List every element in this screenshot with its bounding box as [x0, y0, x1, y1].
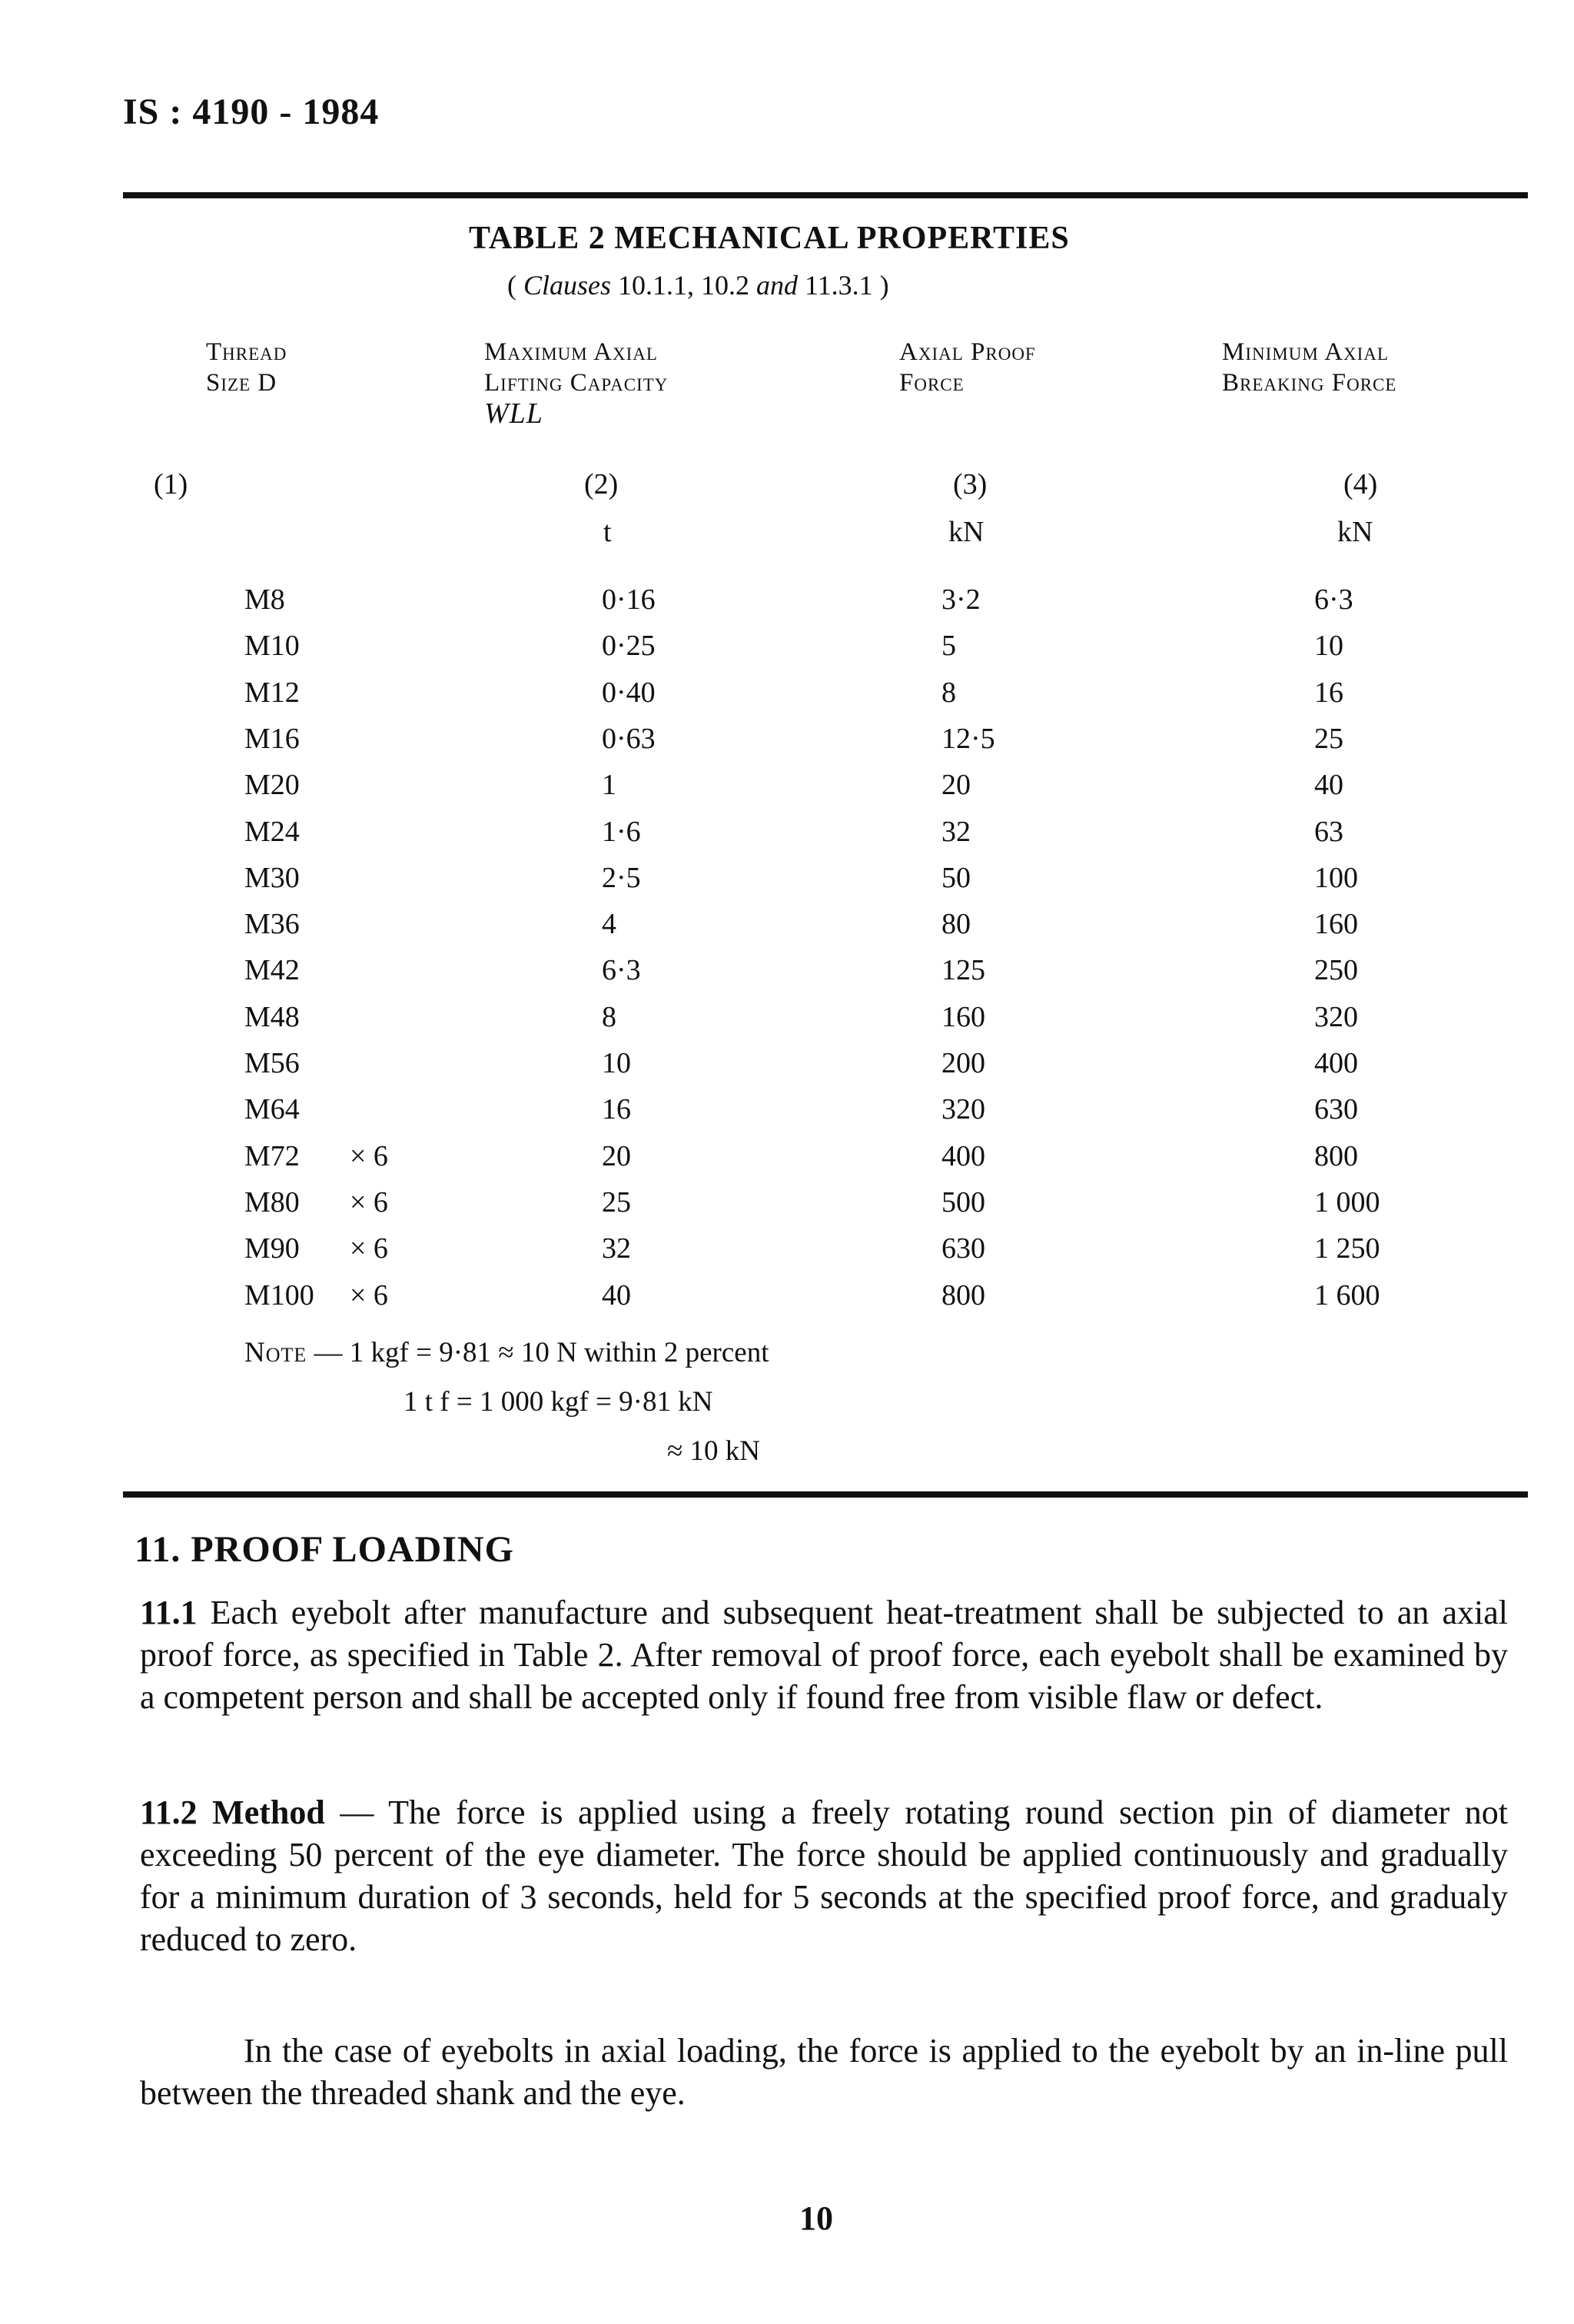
cell-lifting-capacity: 20 — [602, 1140, 631, 1172]
cell-proof-force: 160 — [941, 1001, 985, 1033]
cell-breaking-force: 40 — [1314, 769, 1343, 801]
cell-lifting-capacity: 32 — [602, 1232, 631, 1265]
clauses-word: Clauses — [523, 270, 612, 301]
cell-lifting-capacity: 0·40 — [602, 677, 656, 709]
cell-lifting-capacity: 6·3 — [602, 954, 641, 986]
cell-thread-size: M10 — [244, 630, 300, 662]
paragraph-11-2 — [140, 1791, 1508, 1960]
cell-thread-size: M42 — [244, 954, 300, 986]
cell-breaking-force: 160 — [1314, 908, 1358, 940]
cell-breaking-force: 100 — [1314, 862, 1358, 894]
cell-breaking-force: 250 — [1314, 954, 1358, 986]
cell-thread-size: M36 — [244, 908, 300, 940]
section-title: 11. PROOF LOADING — [134, 1529, 514, 1570]
cell-breaking-force: 800 — [1314, 1140, 1358, 1172]
cell-proof-force: 320 — [941, 1093, 985, 1125]
cell-lifting-capacity: 16 — [602, 1093, 631, 1125]
cell-proof-force: 5 — [941, 630, 956, 662]
cell-thread-size: M12 — [244, 677, 300, 709]
cell-thread-size: M64 — [244, 1093, 300, 1125]
cell-lifting-capacity: 1 — [602, 769, 616, 801]
paragraph-text: — The force is applied using a freely rotating round section pin of diameter not exceeding 50 percent of the eye diameter. The force should be applied continuously and gradually for a minimum duration of 3 seconds, held for 5 seconds at the specified proof force, and gradualy reduced to zero. — [140, 1794, 1508, 1958]
cell-lifting-capacity: 25 — [602, 1186, 631, 1219]
cell-proof-force: 12·5 — [941, 723, 995, 755]
cell-thread-size: M56 — [244, 1047, 300, 1079]
note-text: — 1 kgf = 9·81 ≈ 10 N within 2 percent — [307, 1337, 769, 1368]
paragraph-number: 11.1 — [140, 1594, 198, 1631]
cell-thread-pitch: × 6 — [350, 1232, 388, 1265]
cell-lifting-capacity: 0·16 — [602, 583, 656, 616]
cell-proof-force: 8 — [941, 677, 956, 709]
cell-lifting-capacity: 2·5 — [602, 862, 641, 894]
bottom-rule — [123, 1491, 1528, 1498]
cell-breaking-force: 10 — [1314, 630, 1343, 662]
column-number-4: (4) — [1343, 468, 1378, 500]
cell-thread-size: M8 — [244, 583, 285, 616]
clauses-and: and — [756, 270, 799, 301]
cell-thread-pitch: × 6 — [350, 1279, 388, 1312]
cell-lifting-capacity: 8 — [602, 1001, 616, 1033]
table-note-line-3: ≈ 10 kN — [667, 1435, 761, 1467]
cell-breaking-force: 16 — [1314, 677, 1343, 709]
note-label: Note — [244, 1337, 307, 1368]
column-header-line: Lifting Capacity — [484, 369, 669, 397]
cell-breaking-force: 1 000 — [1314, 1186, 1380, 1219]
column-header-line: Maximum Axial — [484, 338, 658, 366]
cell-thread-size: M48 — [244, 1001, 300, 1033]
column-header-proof-force — [899, 337, 1036, 398]
column-header-line: Minimum Axial — [1222, 338, 1389, 366]
cell-thread-size: M80 — [244, 1186, 300, 1219]
cell-thread-size: M100 — [244, 1279, 314, 1312]
column-header-line: Axial Proof — [899, 338, 1036, 366]
cell-thread-size: M30 — [244, 862, 300, 894]
clauses-refs: 10.1.1, 10.2 — [611, 270, 757, 301]
cell-proof-force: 200 — [941, 1047, 985, 1079]
paragraph-11-1 — [140, 1591, 1508, 1718]
clauses-tail: 11.3.1 ) — [798, 270, 889, 301]
cell-breaking-force: 63 — [1314, 816, 1343, 848]
cell-thread-size: M90 — [244, 1232, 300, 1265]
table-clauses — [507, 269, 889, 301]
cell-proof-force: 80 — [941, 908, 971, 940]
page-number: 10 — [799, 2199, 833, 2237]
column-header-line: Size D — [206, 369, 277, 397]
cell-thread-pitch: × 6 — [350, 1186, 388, 1219]
cell-thread-size: M24 — [244, 816, 300, 848]
cell-thread-size: M72 — [244, 1140, 300, 1172]
cell-breaking-force: 630 — [1314, 1093, 1358, 1125]
cell-lifting-capacity: 0·25 — [602, 630, 656, 662]
paragraph-text: Each eyebolt after manufacture and subsequent heat-treatment shall be subjected to an axial proof force, as specified in Table 2. After removal of proof force, each eyebolt shall be examined by a competent person and shall be accepted only if found free from visible flaw or defect. — [140, 1594, 1508, 1716]
column-header-breaking-force — [1222, 337, 1396, 398]
column-header-line: Breaking Force — [1222, 369, 1397, 397]
cell-breaking-force: 1 600 — [1314, 1279, 1380, 1312]
unit-proof-force: kN — [948, 516, 985, 548]
cell-proof-force: 20 — [941, 769, 971, 801]
cell-lifting-capacity: 10 — [602, 1047, 631, 1079]
cell-proof-force: 800 — [941, 1279, 985, 1312]
column-header-line: Force — [899, 369, 965, 397]
top-rule — [123, 192, 1528, 198]
unit-wll: t — [603, 516, 612, 548]
cell-proof-force: 50 — [941, 862, 971, 894]
cell-breaking-force: 25 — [1314, 723, 1343, 755]
column-header-thread-size — [206, 337, 287, 398]
table-title: TABLE 2 MECHANICAL PROPERTIES — [469, 221, 1070, 256]
table-note-line-2: 1 t f = 1 000 kgf = 9·81 kN — [403, 1386, 713, 1418]
cell-thread-size: M16 — [244, 723, 300, 755]
cell-proof-force: 500 — [941, 1186, 985, 1219]
cell-breaking-force: 1 250 — [1314, 1232, 1380, 1265]
cell-breaking-force: 400 — [1314, 1047, 1358, 1079]
cell-breaking-force: 320 — [1314, 1001, 1358, 1033]
column-header-wll: WLL — [484, 397, 543, 430]
clauses-prefix: ( — [507, 270, 523, 301]
paragraph-heading: Method — [197, 1794, 325, 1831]
document-header: IS : 4190 - 1984 — [123, 91, 380, 132]
paragraph-axial-loading — [140, 2030, 1508, 2114]
column-header-lifting-capacity — [484, 337, 668, 429]
cell-breaking-force: 6·3 — [1314, 583, 1353, 616]
cell-lifting-capacity: 0·63 — [602, 723, 656, 755]
cell-proof-force: 630 — [941, 1232, 985, 1265]
cell-proof-force: 32 — [941, 816, 971, 848]
cell-lifting-capacity: 40 — [602, 1279, 631, 1312]
cell-lifting-capacity: 1·6 — [602, 816, 641, 848]
column-number-3: (3) — [953, 468, 988, 500]
column-number-2: (2) — [584, 468, 619, 500]
column-header-line: Thread — [206, 338, 287, 366]
cell-proof-force: 3·2 — [941, 583, 981, 616]
cell-lifting-capacity: 4 — [602, 908, 616, 940]
column-number-1: (1) — [154, 468, 188, 500]
cell-thread-pitch: × 6 — [350, 1140, 388, 1172]
cell-proof-force: 125 — [941, 954, 985, 986]
cell-proof-force: 400 — [941, 1140, 985, 1172]
unit-breaking-force: kN — [1337, 516, 1373, 548]
paragraph-number: 11.2 — [140, 1794, 198, 1831]
paragraph-text: In the case of eyebolts in axial loading, the force is applied to the eyebolt by an in-line pull between the threaded shank and the eye. — [140, 2032, 1508, 2112]
cell-thread-size: M20 — [244, 769, 300, 801]
table-note-line-1 — [244, 1336, 769, 1369]
